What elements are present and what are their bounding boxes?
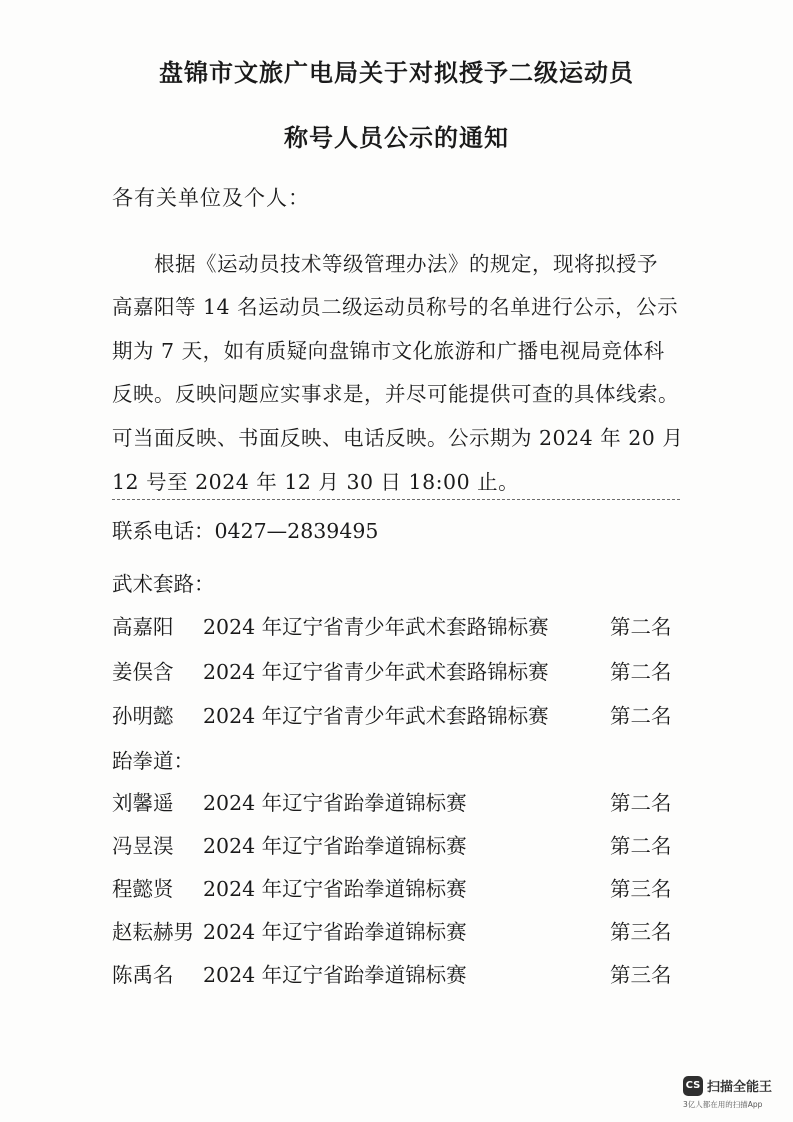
- ranking: 第二名: [610, 834, 672, 858]
- ranking: 第二名: [610, 615, 672, 639]
- competition-name: 2024 年辽宁省跆拳道锦标赛: [203, 920, 467, 944]
- watermark-tagline: 3亿人都在用的扫描App: [683, 1100, 763, 1109]
- contact-phone: 联系电话：0427—2839495: [112, 519, 379, 543]
- table-row: [0, 872, 793, 902]
- body-line-5: 可当面反映、书面反映、电话反映。公示期为 2024 年 20 月: [112, 426, 684, 450]
- table-row: [0, 786, 793, 816]
- competition-name: 2024 年辽宁省青少年武术套路锦标赛: [203, 615, 549, 639]
- body-line-2: 高嘉阳等 14 名运动员二级运动员称号的名单进行公示，公示: [112, 295, 679, 319]
- table-row: [0, 958, 793, 988]
- competition-name: 2024 年辽宁省青少年武术套路锦标赛: [203, 660, 549, 684]
- ranking: 第三名: [610, 920, 672, 944]
- competition-name: 2024 年辽宁省跆拳道锦标赛: [203, 834, 467, 858]
- salutation: 各有关单位及个人：: [112, 186, 310, 210]
- document-title-line-1: 盘锦市文旅广电局关于对拟授予二级运动员: [159, 59, 634, 87]
- competition-name: 2024 年辽宁省青少年武术套路锦标赛: [203, 704, 549, 728]
- dashed-divider: [112, 499, 680, 500]
- table-row: [0, 610, 793, 640]
- table-row: [0, 699, 793, 729]
- athlete-name: 高嘉阳: [112, 615, 174, 639]
- table-row: [0, 915, 793, 945]
- athlete-name: 孙明懿: [112, 704, 174, 728]
- competition-name: 2024 年辽宁省跆拳道锦标赛: [203, 877, 467, 901]
- table-row: [0, 829, 793, 859]
- table-row: [0, 655, 793, 685]
- athlete-name: 刘馨遥: [112, 791, 174, 815]
- body-line-4: 反映。反映问题应实事求是，并尽可能提供可查的具体线索。: [112, 382, 679, 406]
- ranking: 第二名: [610, 791, 672, 815]
- athlete-name: 姜俣含: [112, 660, 174, 684]
- competition-name: 2024 年辽宁省跆拳道锦标赛: [203, 791, 467, 815]
- athlete-name: 赵耘赫男: [112, 920, 194, 944]
- body-line-1: 根据《运动员技术等级管理办法》的规定，现将拟授予: [112, 252, 658, 276]
- ranking: 第二名: [610, 660, 672, 684]
- document-title-line-2: 称号人员公示的通知: [284, 124, 509, 152]
- ranking: 第三名: [610, 963, 672, 987]
- body-line-6: 12 号至 2024 年 12 月 30 日 18:00 止。: [112, 470, 520, 494]
- camscanner-logo-icon: CS: [683, 1076, 703, 1096]
- ranking: 第二名: [610, 704, 672, 728]
- competition-name: 2024 年辽宁省跆拳道锦标赛: [203, 963, 467, 987]
- athlete-name: 程懿贤: [112, 877, 174, 901]
- body-line-3: 期为 7 天，如有质疑向盘锦市文化旅游和广播电视局竞体科: [112, 339, 665, 363]
- ranking: 第三名: [610, 877, 672, 901]
- athlete-name: 冯昱淏: [112, 834, 174, 858]
- category-taekwondo: 跆拳道：: [112, 749, 194, 773]
- scanner-watermark: [683, 1074, 783, 1114]
- watermark-app-name: 扫描全能王: [707, 1080, 773, 1095]
- athlete-name: 陈禹名: [112, 963, 174, 987]
- category-wushu: 武术套路：: [112, 572, 215, 596]
